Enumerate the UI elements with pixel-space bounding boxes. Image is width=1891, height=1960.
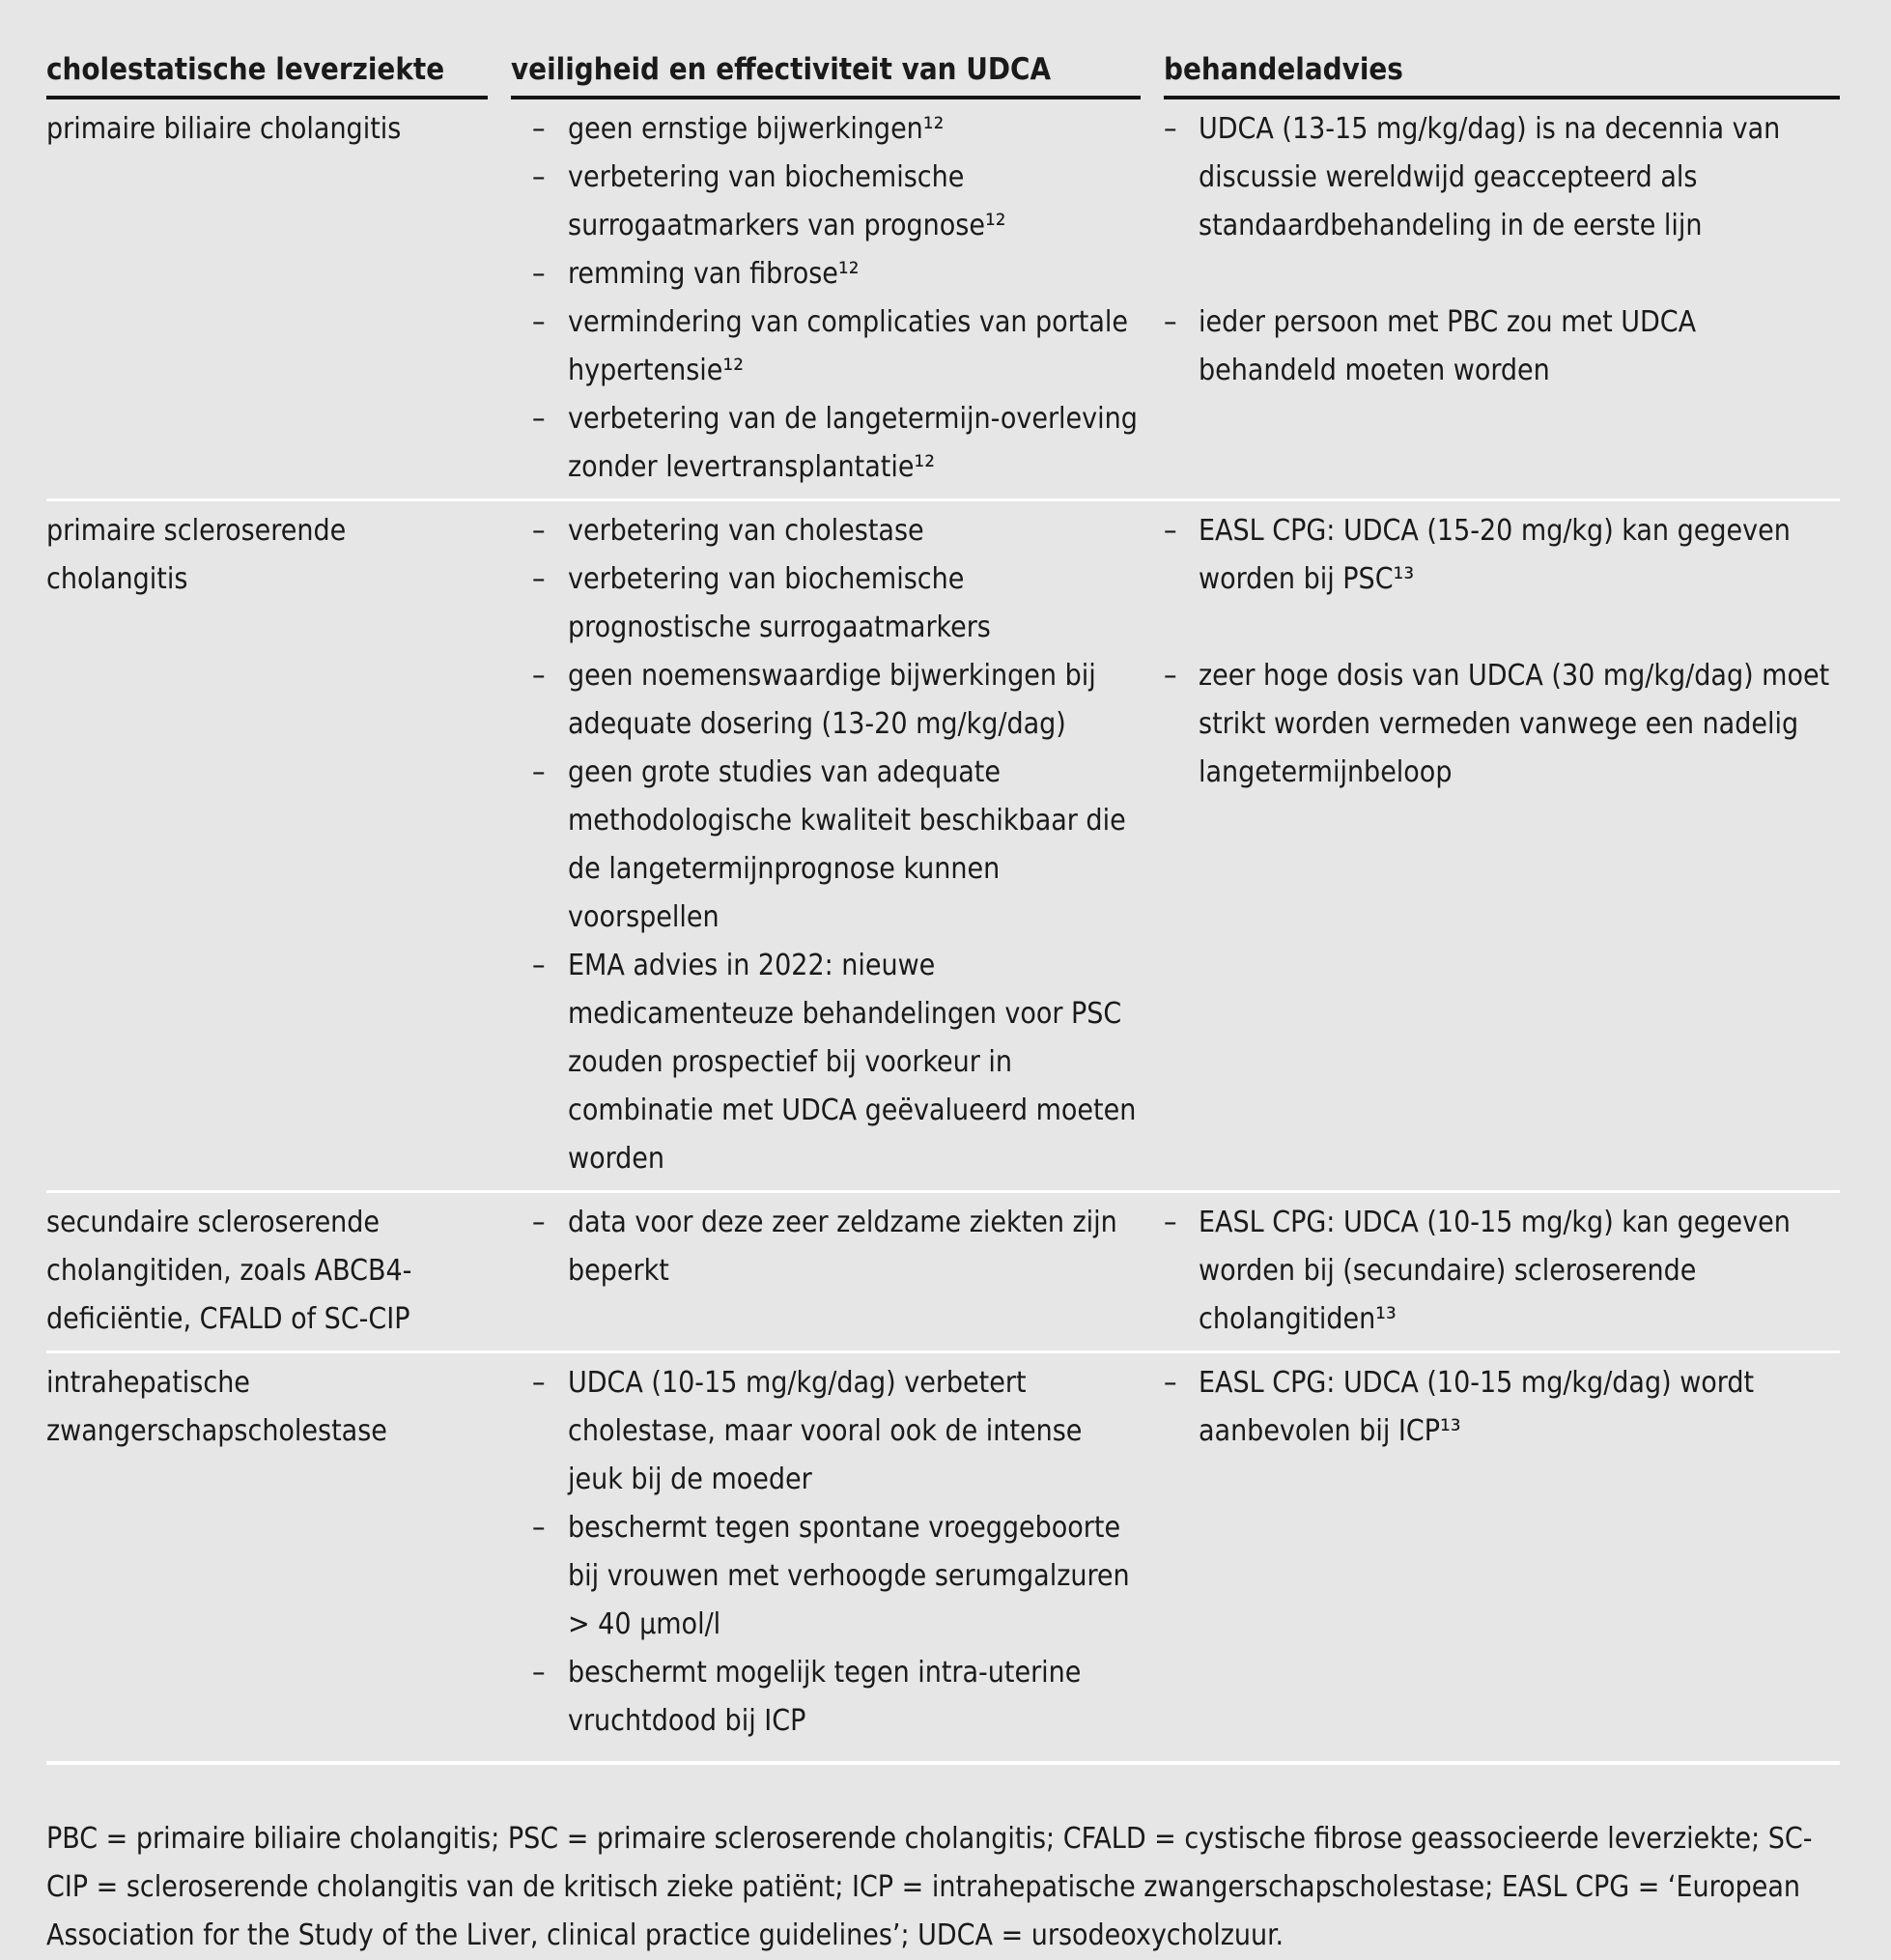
bullet-item (511, 652, 1141, 749)
bullet-dash: – (1164, 514, 1177, 548)
bullet-item (511, 1199, 1141, 1295)
advice-cell (1164, 105, 1840, 492)
bullet-item (511, 154, 1141, 250)
bullet-item (511, 507, 1141, 555)
bullet-dash: – (532, 755, 546, 789)
footnote-text: PBC = primaire biliaire cholangitis; PSC = primaire scleroserende cholangitis; CFALD = cystische fibrose geassocieerde leverziekte; SC-CIP = scleroserende cholangitis van de kritisch zieke patiënt; ICP = intrahepatische zwangerschapscholestase; EASL CPG = ‘European Association for the Study of the Liver, clinical practice guidelines’; UDCA = ursodeoxycholzuur. (46, 1822, 1813, 1952)
table-body (46, 99, 1840, 1752)
bullet-text: verbetering van de langetermijn-overleving zonder levertransplantatie¹² (568, 402, 1138, 484)
bullet-dash: – (532, 1366, 546, 1400)
bullet-item (511, 555, 1141, 652)
bullet-item (511, 749, 1141, 942)
bullet-text: data voor deze zeer zeldzame ziekten zijn beperkt (568, 1206, 1117, 1288)
bullet-item (511, 298, 1141, 395)
bullet-dash: – (532, 659, 546, 693)
bullet-text: EASL CPG: UDCA (10-15 mg/kg/dag) wordt aanbevolen bij ICP¹³ (1199, 1366, 1755, 1448)
table-row (46, 1350, 1840, 1752)
bullet-dash: – (532, 514, 546, 548)
bullet-dash: – (532, 402, 546, 436)
bullet-text: geen noemenswaardige bijwerkingen bij adequate dosering (13-20 mg/kg/dag) (568, 659, 1096, 741)
bullet-text: vermindering van complicaties van portale hypertensie¹² (568, 305, 1129, 387)
bullet-text: UDCA (13-15 mg/kg/dag) is na decennia van discussie wereldwijd geaccepteerd als standaardbehandeling in de eerste lijn (1199, 112, 1781, 242)
bullet-text: verbetering van cholestase (568, 514, 924, 548)
bullet-text: zeer hoge dosis van UDCA (30 mg/kg/dag) moet strikt worden vermeden vanwege een nadelig langetermijnbeloop (1199, 659, 1830, 789)
bullet-item (511, 250, 1141, 298)
bullet-text: beschermt mogelijk tegen intra-uterine vruchtdood bij ICP (568, 1656, 1082, 1738)
table-header-row (46, 50, 1840, 99)
safety-efficacy-cell (511, 105, 1141, 492)
bullet-dash: – (532, 305, 546, 339)
disease-cell: intrahepatische zwangerschapscholestase (46, 1366, 387, 1448)
bullet-dash: – (532, 1656, 546, 1690)
advice-cell (1164, 1359, 1840, 1746)
bullet-dash: – (532, 949, 546, 982)
disease-cell: primaire biliaire cholangitis (46, 112, 402, 146)
bullet-text: EASL CPG: UDCA (10-15 mg/kg) kan gegeven worden bij (secundaire) scleroserende cholangitiden¹³ (1199, 1206, 1791, 1336)
bullet-text: UDCA (10-15 mg/kg/dag) verbetert cholestase, maar vooral ook de intense jeuk bij de moeder (568, 1366, 1083, 1496)
bullet-item (1164, 1359, 1840, 1456)
bullet-text: beschermt tegen spontane vroeggeboorte bij vrouwen met verhoogde serumgalzuren > 40 μmol/l (568, 1511, 1130, 1641)
bullet-dash: – (532, 562, 546, 596)
advice-cell (1164, 507, 1840, 1183)
bullet-text: ieder persoon met PBC zou met UDCA behandeld moeten worden (1199, 305, 1697, 387)
bullet-item (511, 1504, 1141, 1649)
table-row (46, 1190, 1840, 1350)
disease-cell: primaire scleroserende cholangitis (46, 514, 347, 596)
bullet-dash: – (1164, 1366, 1177, 1400)
table-row (46, 498, 1840, 1190)
column-header-advice: behandeladvies (1164, 50, 1840, 99)
bullet-text: EASL CPG: UDCA (15-20 mg/kg) kan gegeven worden bij PSC¹³ (1199, 514, 1791, 596)
bullet-text: geen ernstige bijwerkingen¹² (568, 112, 945, 146)
bullet-text: verbetering van biochemische prognostische surrogaatmarkers (568, 562, 991, 644)
bullet-item (511, 105, 1141, 154)
bullet-item (1164, 507, 1840, 604)
safety-efficacy-cell (511, 1359, 1141, 1746)
bullet-dash: – (532, 112, 546, 146)
bullet-text: EMA advies in 2022: nieuwe medicamenteuze behandelingen voor PSC zouden prospectief bij voorkeur in combinatie met UDCA geëvalueerd moeten worden (568, 949, 1137, 1176)
advice-cell (1164, 1199, 1840, 1344)
column-header-disease: cholestatische leverziekte (46, 50, 488, 99)
bullet-dash: – (532, 160, 546, 194)
bullet-text: geen grote studies van adequate methodologische kwaliteit beschikbaar die de langetermijnprognose kunnen voorspellen (568, 755, 1126, 934)
column-header-safety-efficacy: veiligheid en effectiviteit van UDCA (511, 50, 1141, 99)
bullet-dash: – (532, 1511, 546, 1545)
table-row (46, 99, 1840, 498)
bullet-dash: – (532, 1206, 546, 1239)
bullet-dash: – (1164, 305, 1177, 339)
bullet-dash: – (1164, 112, 1177, 146)
bullet-dash: – (532, 257, 546, 291)
bullet-item (1164, 652, 1840, 797)
bullet-item (511, 942, 1141, 1183)
bullet-dash: – (1164, 659, 1177, 693)
bullet-item (511, 395, 1141, 492)
bullet-text: remming van fibrose¹² (568, 257, 860, 291)
bullet-text: verbetering van biochemische surrogaatmarkers van prognose¹² (568, 160, 1006, 242)
bullet-item (511, 1359, 1141, 1504)
safety-efficacy-cell (511, 1199, 1141, 1344)
bullet-dash: – (1164, 1206, 1177, 1239)
bullet-item (1164, 105, 1840, 250)
bullet-item (511, 1649, 1141, 1746)
bullet-item (1164, 298, 1840, 395)
safety-efficacy-cell (511, 507, 1141, 1183)
bullet-item (1164, 1199, 1840, 1344)
disease-cell: secundaire scleroserende cholangitiden, zoals ABCB4-deficiëntie, CFALD of SC-CIP (46, 1206, 412, 1336)
